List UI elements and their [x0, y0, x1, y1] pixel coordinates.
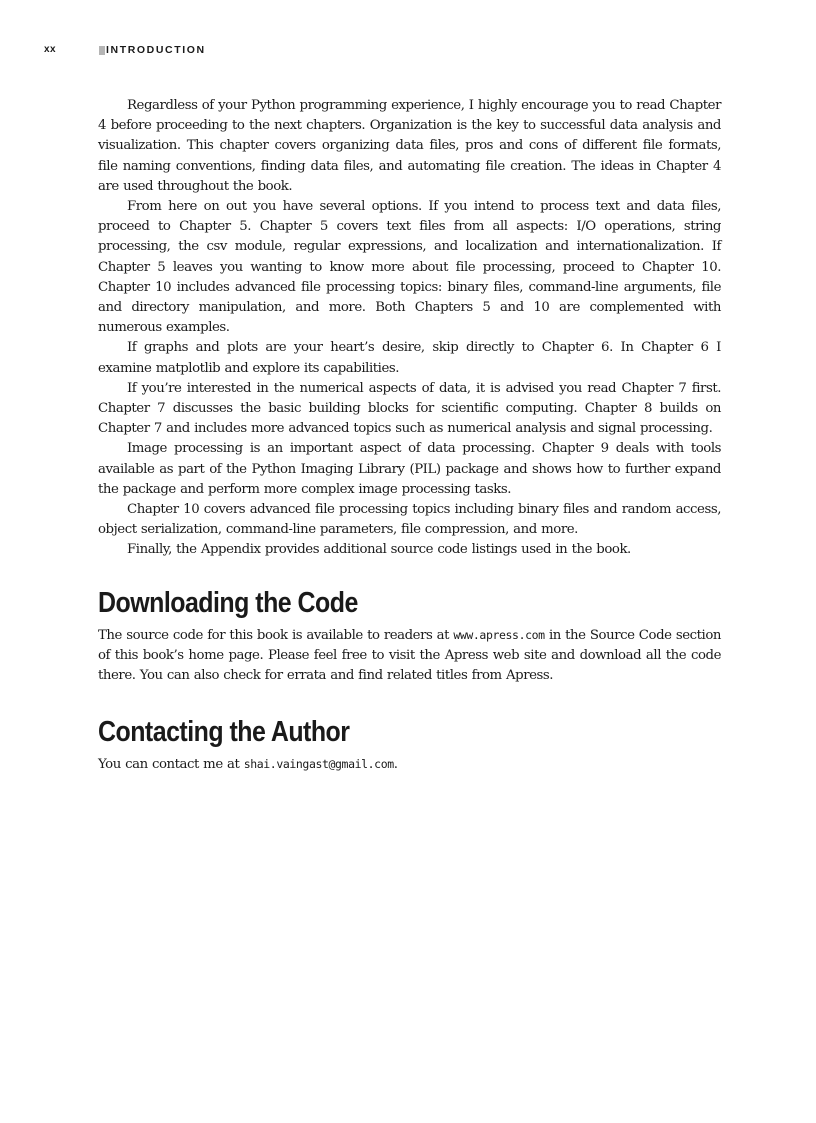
author-email-link[interactable]: shai.vaingast@gmail.com: [243, 757, 394, 772]
contact-text-after: .: [393, 757, 398, 773]
intro-paragraph: If graphs and plots are your heart’s desire, skip directly to Chapter 6. In Chapter 6 I examine matplotlib and explore its capabilities.: [98, 340, 721, 376]
intro-paragraph: Image processing is an important aspect of data processing. Chapter 9 deals with tools available as part of the Python Imaging Library (PIL) package and shows how to further expand the package and perform more complex image processing tasks.: [98, 441, 721, 497]
intro-paragraph: Chapter 10 covers advanced file processing topics including binary files and random access, object serialization, command-line parameters, file compression, and more.: [98, 502, 721, 538]
header-marker: [99, 46, 105, 55]
running-header: [44, 44, 772, 60]
contacting-author-heading: Contacting the Author: [98, 716, 350, 749]
section-title: INTRODUCTION: [106, 44, 206, 56]
contact-text-before: You can contact me at: [98, 757, 244, 773]
apress-url-link[interactable]: www.apress.com: [453, 627, 545, 642]
downloading-code-heading: Downloading the Code: [98, 586, 358, 619]
page-body: [98, 96, 721, 775]
download-text-before: The source code for this book is available to readers at: [98, 627, 454, 643]
intro-paragraph: Finally, the Appendix provides additional source code listings used in the book.: [127, 542, 631, 558]
download-text-after: in the Source Code section of this book’s home page. Please feel free to visit the Apress web site and download all the code there. You can also check for errata and find related titles from Apress.: [98, 627, 722, 684]
intro-paragraph: From here on out you have several options. If you intend to process text and data files, proceed to Chapter 5. Chapter 5 covers text files from all aspects: I/O operations, string processing, the csv module, regular expressions, and localization and internationalization. If Chapter 5 leaves you wanting to know more about file processing, proceed to Chapter 10. Chapter 10 includes advanced file processing topics: binary files, command-line arguments, file and directory manipulation, and more. Both Chapters 5 and 10 are complemented with numerous examples.: [98, 199, 721, 336]
contact-paragraph: [98, 754, 721, 775]
download-paragraph: [98, 625, 721, 687]
intro-paragraph: Regardless of your Python programming experience, I highly encourage you to read Chapter 4 before proceeding to the next chapters. Organization is the key to successful data analysis and visualization. This chapter covers organizing data files, pros and cons of different file formats, file naming conventions, finding data files, and automating file creation. The ideas in Chapter 4 are used throughout the book.: [98, 98, 721, 194]
page-number: xx: [44, 44, 57, 55]
intro-paragraph: If you’re interested in the numerical aspects of data, it is advised you read Chapter 7 first. Chapter 7 discusses the basic building blocks for scientific computing. Chapter 8 builds on Chapter 7 and includes more advanced topics such as numerical analysis and signal processing.: [98, 380, 721, 437]
